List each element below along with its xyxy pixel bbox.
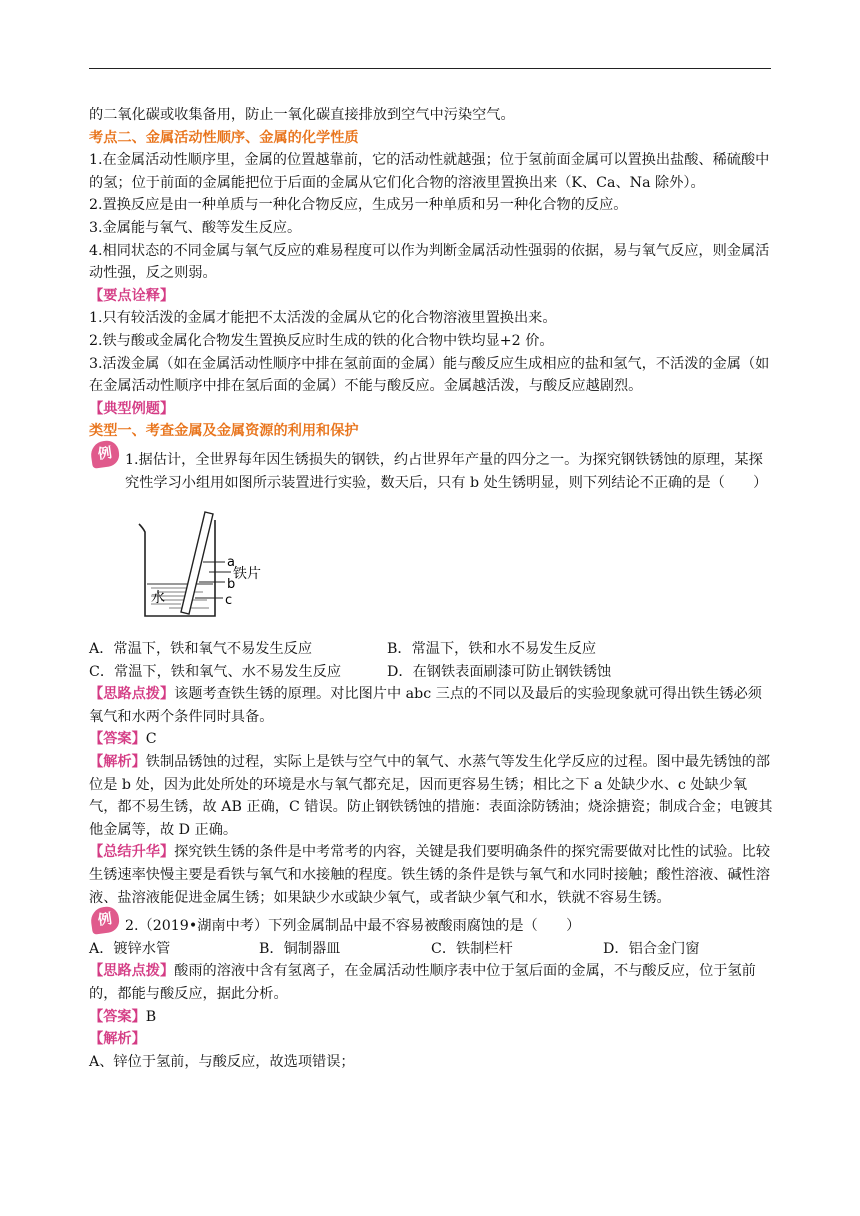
options-row xyxy=(89,938,773,961)
hint-label: 【思路点拨】 xyxy=(89,686,175,703)
note-heading: 【要点诠释】 xyxy=(89,287,175,304)
paragraph: 1.只有较活泼的金属才能把不太活泼的金属从它的化合物溶液里置换出来。 xyxy=(89,310,557,327)
answer-label: 【答案】 xyxy=(89,1008,146,1025)
header-rule xyxy=(89,68,771,69)
option-d: D．铝合金门窗 xyxy=(603,940,700,957)
option-d: D．在钢铁表面刷漆可防止钢铁锈蚀 xyxy=(387,663,612,680)
options-row xyxy=(89,661,773,684)
label-a: a xyxy=(227,555,235,571)
option-c: C．常温下，铁和氧气、水不易发生反应 xyxy=(89,663,342,680)
summary xyxy=(89,841,773,909)
label-b: b xyxy=(227,577,236,593)
document-body xyxy=(89,104,773,1073)
hint-text: 该题考查铁生锈的原理。对比图片中 abc 三点的不同以及最后的实验现象就可得出铁生锈必须氧气和水两个条件同时具备。 xyxy=(89,686,762,725)
paragraph: 1.在金属活动性顺序里，金属的位置越靠前，它的活动性就越强；位于氢前面金属可以置换出盐酸、稀硫酸中的氢；位于前面的金属能把位于后面的金属从它们化合物的溶液里置换出来（K、Ca、Na 除外）。 xyxy=(89,152,770,191)
example-badge-icon: 例 xyxy=(89,905,120,935)
analysis xyxy=(89,751,773,841)
label-c: c xyxy=(225,593,233,609)
option-b: B．常温下，铁和水不易发生反应 xyxy=(387,641,597,658)
question-text: 2.（2019•湖南中考）下列金属制品中最不容易被酸雨腐蚀的是（ ） xyxy=(125,918,581,935)
iron-strip xyxy=(181,512,213,614)
options-row xyxy=(89,638,773,661)
answer-value: B xyxy=(145,1008,157,1025)
paragraph: 4.相同状态的不同金属与氧气反应的难易程度可以作为判断金属活动性强弱的依据，易与氧气反应，则金属活动性强，反之则弱。 xyxy=(89,242,770,282)
type-title: 类型一、考查金属及金属资源的利用和保护 xyxy=(89,423,359,440)
hint xyxy=(89,683,773,728)
hint-text: 酸雨的溶液中含有氢离子，在金属活动性顺序表中位于氢后面的金属，不与酸反应，位于氢前的，都能与酸反应，据此分析。 xyxy=(89,963,756,1002)
analysis-label: 【解析】 xyxy=(89,754,146,771)
answer-label: 【答案】 xyxy=(89,731,146,748)
hint-label: 【思路点拨】 xyxy=(89,963,175,980)
summary-text: 探究铁生锈的条件是中考常考的内容，关键是我们要明确条件的探究需要做对比性的试验。比较生锈速率快慢主要是看铁与氧气和水接触的程度。铁生锈的条件是铁与氧气和水同时接触；酸性溶液、碱性溶液、盐溶液能促进金属生锈；如果缺少水或缺少氧气，或者缺少氧气和水，铁就不容易生锈。 xyxy=(89,844,771,906)
question-text: 1.据估计，全世界每年因生锈损失的钢铁，约占世界年产量的四分之一。为探究钢铁锈蚀的原理，某探究性学习小组用如图所示装置进行实验，数天后，只有 b 处生锈明显，则下列结论不正确的是（ ） xyxy=(125,451,768,491)
answer xyxy=(89,728,773,751)
section-title: 考点二、金属活动性顺序、金属的化学性质 xyxy=(89,129,359,146)
paragraph: 2.置换反应是由一种单质与一种化合物反应，生成另一种单质和另一种化合物的反应。 xyxy=(89,197,628,214)
question-1 xyxy=(89,445,773,494)
answer-value: C xyxy=(145,731,157,748)
option-a: A．镀锌水管 xyxy=(89,940,171,957)
analysis-text: 铁制品锈蚀的过程，实际上是铁与空气中的氧气、水蒸气等发生化学反应的过程。图中最先锈蚀的部位是 b 处，因为此处所处的环境是水与氧气都充足，因而更容易生锈；相比之下 a 处缺少水、c 处缺少氧气，都不易生锈，故 AB 正确，C 错误。防止钢铁锈蚀的措施：表面涂防锈油；烧涂搪瓷；制成合金；电镀其他金属等，故 D 正确。 xyxy=(89,754,773,838)
paragraph: 2.铁与酸或金属化合物发生置换反应时生成的铁的化合物中铁均显+2 价。 xyxy=(89,332,554,349)
paragraph: 3.金属能与氧气、酸等发生反应。 xyxy=(89,219,302,236)
paragraph: 的二氧化碳或收集备用，防止一氧化碳直接排放到空气中污染空气。 xyxy=(89,107,515,123)
option-c: C．铁制栏杆 xyxy=(431,940,513,957)
summary-label: 【总结升华】 xyxy=(89,844,175,861)
paragraph: A、锌位于氢前，与酸反应，故选项错误； xyxy=(89,1053,355,1070)
example-badge-icon: 例 xyxy=(89,439,120,469)
paragraph: 3.活泼金属（如在金属活动性顺序中排在氢前面的金属）能与酸反应生成相应的盐和氢气，不活泼的金属（如在金属活动性顺序中排在氢后面的金属）不能与酸反应。金属越活泼，与酸反应越剧烈。 xyxy=(89,355,770,395)
question-2 xyxy=(89,911,773,938)
option-a: A．常温下，铁和氧气不易发生反应 xyxy=(89,641,313,658)
label-water: 水 xyxy=(151,590,165,607)
analysis-label: 【解析】 xyxy=(89,1031,146,1048)
label-iron: 铁片 xyxy=(233,566,261,583)
beaker-diagram xyxy=(133,502,293,628)
examples-heading: 【典型例题】 xyxy=(89,400,175,417)
analysis xyxy=(89,1028,773,1051)
option-b: B．铜制器皿 xyxy=(259,940,341,957)
hint xyxy=(89,960,773,1005)
answer xyxy=(89,1006,773,1029)
experiment-figure xyxy=(89,494,773,638)
